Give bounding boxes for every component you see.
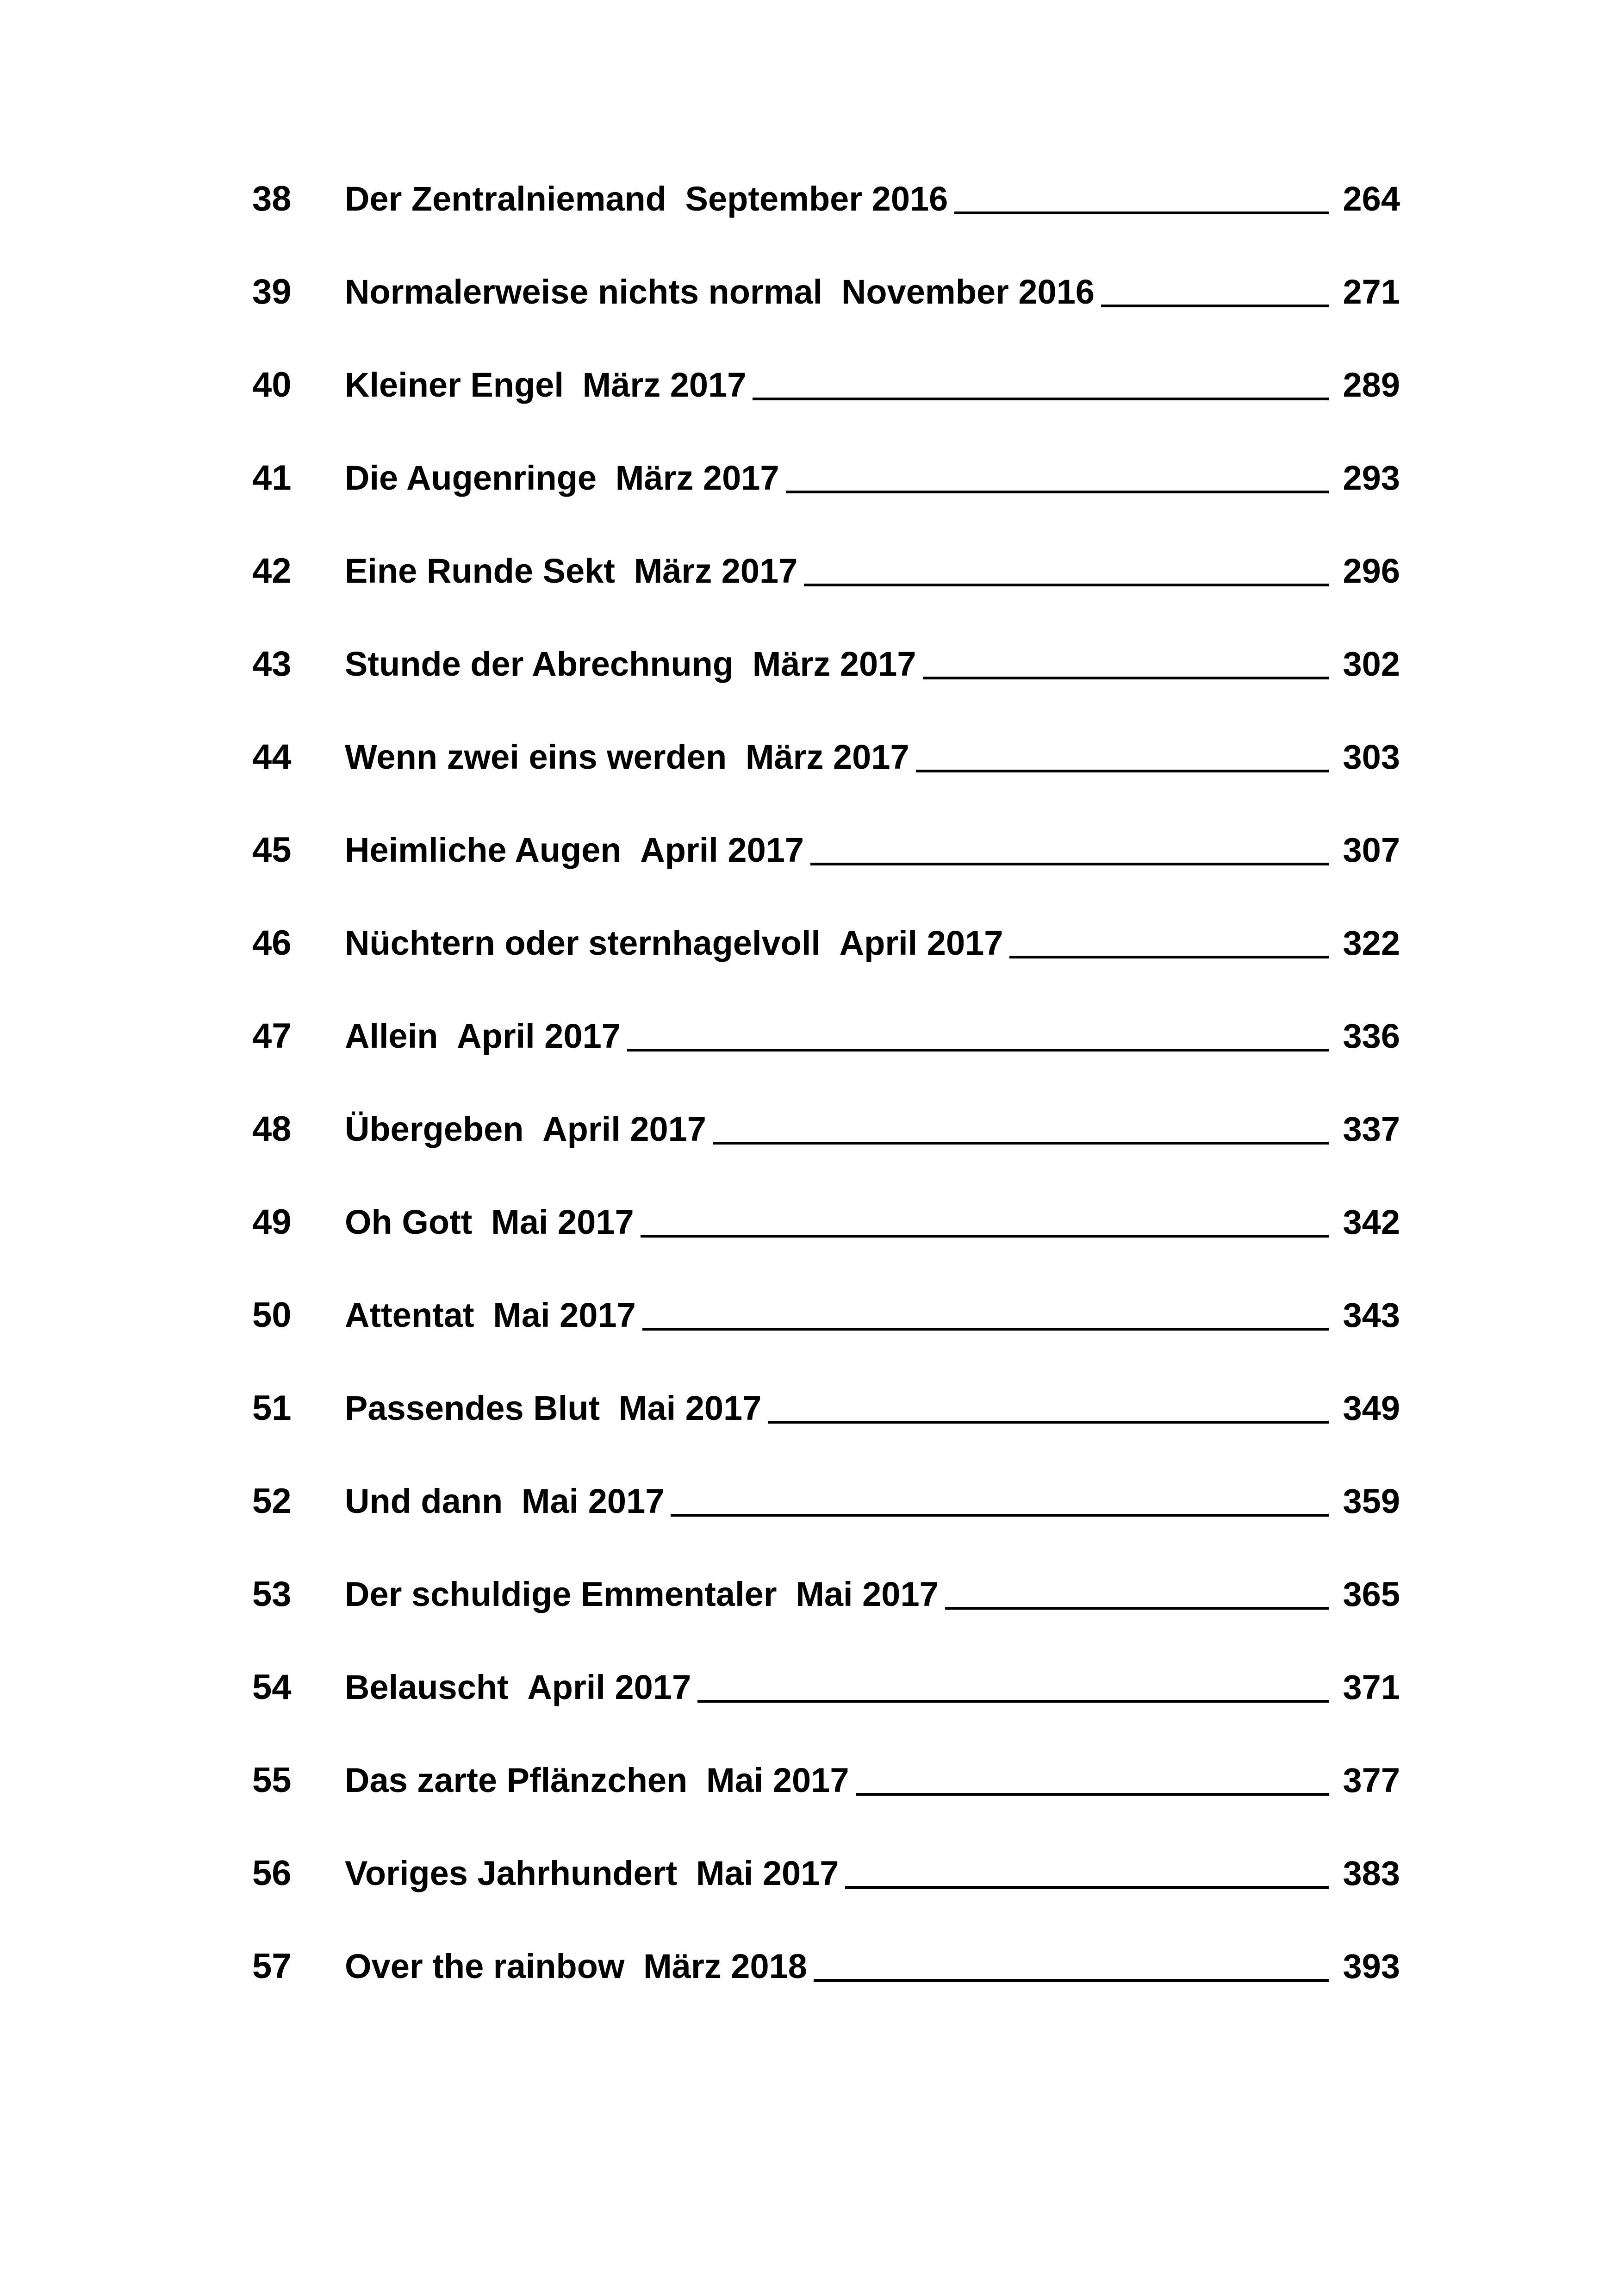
- entry-number: 45: [252, 830, 292, 870]
- entry-page-number: 343: [1343, 1296, 1400, 1334]
- entry-date: September 2016: [685, 180, 948, 218]
- entry-page-number: 264: [1343, 180, 1400, 218]
- entry-title: Der Zentralniemand: [345, 180, 666, 218]
- entry-line: [345, 264, 1400, 320]
- leader-line: [697, 1700, 1329, 1703]
- entry-number: 39: [252, 272, 292, 311]
- toc-entry-42[interactable]: [252, 543, 1400, 599]
- entry-line: [345, 1939, 1400, 1994]
- entry-title: Die Augenringe: [345, 459, 597, 497]
- entry-number: 52: [252, 1481, 292, 1521]
- entry-line: [345, 1381, 1400, 1436]
- entry-page-number: 307: [1343, 831, 1400, 869]
- entry-line: [345, 1008, 1400, 1064]
- entry-page-number: 271: [1343, 273, 1400, 311]
- entry-page-number: 296: [1343, 552, 1400, 590]
- toc-entry-39[interactable]: [252, 264, 1400, 320]
- entry-page-number: 303: [1343, 738, 1400, 776]
- entry-page-number: 289: [1343, 366, 1400, 404]
- entry-title: Wenn zwei eins werden: [345, 738, 727, 776]
- entry-line: [345, 1474, 1400, 1529]
- entry-title: Kleiner Engel: [345, 366, 564, 404]
- entry-date: Mai 2017: [491, 1203, 634, 1241]
- leader-line: [945, 1607, 1329, 1610]
- entry-date: März 2017: [634, 552, 798, 590]
- entry-line: [345, 729, 1400, 785]
- entry-page-number: 293: [1343, 459, 1400, 497]
- leader-line: [1101, 305, 1329, 307]
- entry-line: [345, 1753, 1400, 1808]
- leader-line: [923, 677, 1329, 679]
- entry-line: [345, 543, 1400, 599]
- entry-number: 43: [252, 644, 292, 684]
- entry-page-number: 336: [1343, 1017, 1400, 1055]
- toc-entry-43[interactable]: [252, 636, 1400, 692]
- entry-title: Der schuldige Emmentaler: [345, 1575, 777, 1613]
- entry-date: Mai 2017: [618, 1389, 762, 1427]
- entry-number: 44: [252, 737, 292, 777]
- entry-page-number: 322: [1343, 924, 1400, 962]
- leader-line: [814, 1979, 1329, 1982]
- entry-title: Allein: [345, 1017, 438, 1055]
- leader-line: [916, 770, 1329, 772]
- entry-date: April 2017: [457, 1017, 621, 1055]
- toc-entry-55[interactable]: [252, 1753, 1400, 1808]
- entry-number: 57: [252, 1947, 292, 1986]
- leader-line: [810, 863, 1329, 865]
- entry-number: 42: [252, 551, 292, 591]
- leader-line: [713, 1142, 1329, 1145]
- leader-line: [804, 584, 1329, 586]
- leader-line: [845, 1886, 1329, 1889]
- toc-entry-49[interactable]: [252, 1195, 1400, 1250]
- entry-line: [345, 1288, 1400, 1343]
- entry-title: Voriges Jahrhundert: [345, 1854, 678, 1892]
- leader-line: [954, 212, 1329, 214]
- toc-entry-53[interactable]: [252, 1567, 1400, 1622]
- entry-line: [345, 1567, 1400, 1622]
- entry-number: 48: [252, 1109, 292, 1149]
- entry-date: März 2017: [745, 738, 909, 776]
- entry-date: Mai 2017: [493, 1296, 636, 1334]
- toc-entry-54[interactable]: [252, 1660, 1400, 1715]
- entry-line: [345, 357, 1400, 413]
- entry-title: Eine Runde Sekt: [345, 552, 615, 590]
- entry-date: März 2017: [582, 366, 747, 404]
- entry-date: Mai 2017: [706, 1761, 849, 1799]
- entry-page-number: 302: [1343, 645, 1400, 683]
- entry-page-number: 365: [1343, 1575, 1400, 1613]
- toc-entry-44[interactable]: [252, 729, 1400, 785]
- entry-page-number: 342: [1343, 1203, 1400, 1241]
- leader-line: [641, 1235, 1329, 1238]
- entry-date: März 2017: [615, 459, 779, 497]
- entry-page-number: 383: [1343, 1854, 1400, 1892]
- leader-line: [671, 1514, 1329, 1517]
- leader-line: [786, 491, 1329, 493]
- toc-entry-48[interactable]: [252, 1101, 1400, 1157]
- entry-number: 51: [252, 1388, 292, 1428]
- leader-line: [627, 1049, 1329, 1052]
- entry-number: 47: [252, 1016, 292, 1056]
- entry-title: Heimliche Augen: [345, 831, 622, 869]
- entry-title: Das zarte Pflänzchen: [345, 1761, 688, 1799]
- toc-entry-47[interactable]: [252, 1008, 1400, 1064]
- entry-page-number: 371: [1343, 1668, 1400, 1706]
- entry-line: [345, 171, 1400, 227]
- entry-date: Mai 2017: [521, 1482, 665, 1520]
- entry-page-number: 393: [1343, 1947, 1400, 1985]
- entry-date: April 2017: [640, 831, 804, 869]
- leader-line: [642, 1328, 1329, 1331]
- entry-title: Übergeben: [345, 1110, 524, 1148]
- entry-line: [345, 636, 1400, 692]
- entry-line: [345, 1101, 1400, 1157]
- leader-line: [768, 1421, 1329, 1424]
- entry-number: 55: [252, 1761, 292, 1800]
- entry-page-number: 337: [1343, 1110, 1400, 1148]
- entry-title: Passendes Blut: [345, 1389, 600, 1427]
- toc-entry-50[interactable]: [252, 1288, 1400, 1343]
- entry-line: [345, 822, 1400, 878]
- entry-date: März 2018: [643, 1947, 807, 1985]
- entry-title: Over the rainbow: [345, 1947, 625, 1985]
- toc-entry-56[interactable]: [252, 1846, 1400, 1901]
- entry-line: [345, 450, 1400, 506]
- entry-page-number: 359: [1343, 1482, 1400, 1520]
- leader-line: [856, 1793, 1329, 1796]
- entry-title: Belauscht: [345, 1668, 509, 1706]
- entry-date: November 2016: [841, 273, 1095, 311]
- toc-entry-41[interactable]: [252, 450, 1400, 506]
- entry-date: April 2017: [527, 1668, 691, 1706]
- entry-date: März 2017: [752, 645, 916, 683]
- entry-number: 40: [252, 365, 292, 404]
- entry-number: 56: [252, 1854, 292, 1893]
- toc-entry-52[interactable]: [252, 1474, 1400, 1529]
- entry-title: Stunde der Abrechnung: [345, 645, 734, 683]
- entry-title: Und dann: [345, 1482, 503, 1520]
- toc-entry-46[interactable]: [252, 915, 1400, 971]
- leader-line: [753, 398, 1329, 400]
- entry-date: Mai 2017: [696, 1854, 839, 1892]
- entry-number: 54: [252, 1668, 292, 1707]
- entry-number: 46: [252, 923, 292, 963]
- entry-number: 41: [252, 458, 292, 498]
- entry-line: [345, 1846, 1400, 1901]
- entry-title: Oh Gott: [345, 1203, 473, 1241]
- toc-entry-57[interactable]: [252, 1939, 1400, 1994]
- toc-entry-40[interactable]: [252, 357, 1400, 413]
- entry-title: Normalerweise nichts normal: [345, 273, 823, 311]
- entry-page-number: 377: [1343, 1761, 1400, 1799]
- leader-line: [1009, 956, 1329, 958]
- toc-entry-38[interactable]: [252, 171, 1400, 227]
- entry-number: 49: [252, 1202, 292, 1242]
- toc-entry-45[interactable]: [252, 822, 1400, 878]
- entry-line: [345, 915, 1400, 971]
- entry-number: 38: [252, 179, 292, 218]
- entry-line: [345, 1195, 1400, 1250]
- toc-entry-51[interactable]: [252, 1381, 1400, 1436]
- entry-date: April 2017: [542, 1110, 706, 1148]
- entry-line: [345, 1660, 1400, 1715]
- entry-number: 50: [252, 1295, 292, 1335]
- entry-title: Nüchtern oder sternhagelvoll: [345, 924, 821, 962]
- entry-number: 53: [252, 1574, 292, 1614]
- entry-date: Mai 2017: [796, 1575, 939, 1613]
- entry-page-number: 349: [1343, 1389, 1400, 1427]
- entry-date: April 2017: [839, 924, 1003, 962]
- entry-title: Attentat: [345, 1296, 474, 1334]
